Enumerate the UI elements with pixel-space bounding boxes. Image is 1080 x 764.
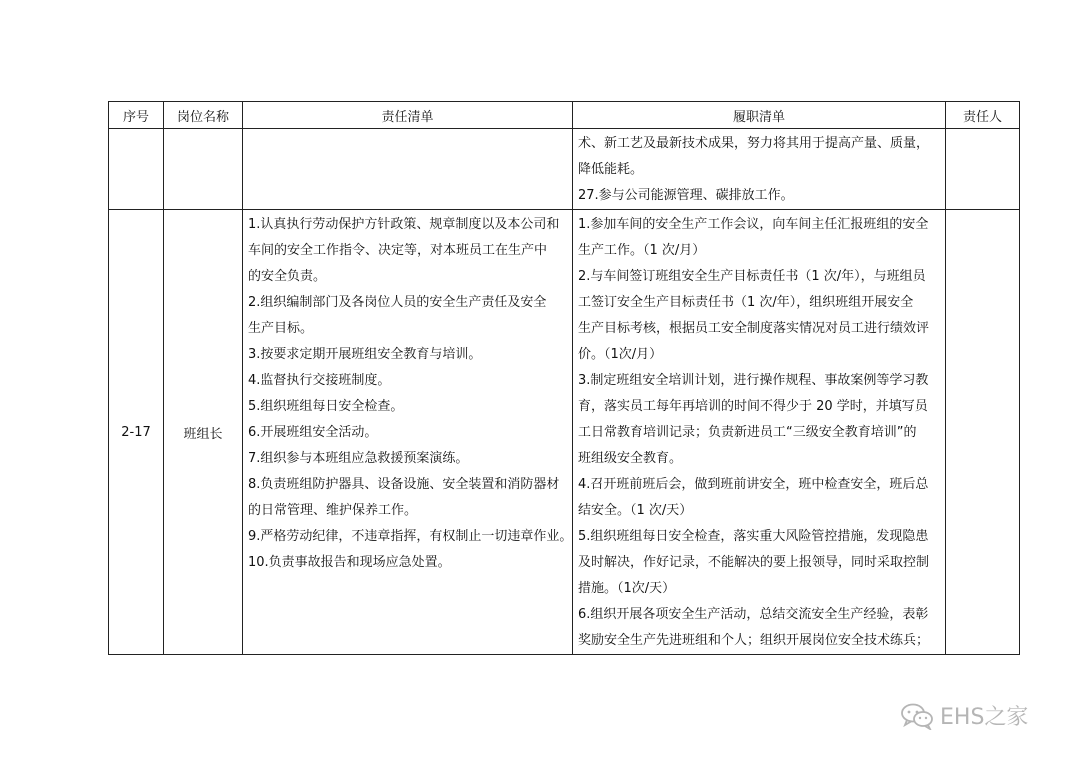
text-line: 6.组织开展各项安全生产活动，总结交流安全生产经验，表彰 [578, 607, 929, 622]
text-line: 工日常教育培训记录；负责新进员工“三级安全教育培训”的 [578, 425, 917, 440]
text-line: 5.组织班组每日安全检查。 [248, 399, 404, 414]
text-line: 降低能耗。 [578, 162, 644, 177]
watermark-text: EHS之家 [940, 705, 1029, 730]
cell-person [946, 210, 1020, 655]
text-line: 3.按要求定期开展班组安全教育与培训。 [248, 347, 482, 362]
text-line: 9.严格劳动纪律，不违章指挥，有权制止一切违章作业。 [248, 529, 573, 544]
text-line: 的日常管理、维护保养工作。 [248, 503, 418, 518]
watermark [900, 700, 1028, 731]
text-line: 3.制定班组安全培训计划，进行操作规程、事故案例等学习教 [578, 373, 929, 388]
text-line: 的安全负责。 [248, 269, 327, 284]
text-line: 生产目标考核，根据员工安全制度落实情况对员工进行绩效评 [578, 321, 930, 336]
responsibility-table [108, 101, 1020, 655]
cell-post: 班组长 [164, 210, 243, 655]
text-line: 育，落实员工每年再培训的时间不得少于 20 学时，并填写员 [578, 399, 928, 414]
text-line: 奖励安全生产先进班组和个人；组织开展岗位安全技术练兵； [578, 633, 930, 648]
text-line: 8.负责班组防护器具、设备设施、安全装置和消防器材 [248, 477, 560, 492]
text-line: 术、新工艺及最新技术成果，努力将其用于提高产量、质量， [578, 136, 930, 151]
cell-post-empty [164, 129, 243, 210]
header-performance: 履职清单 [573, 102, 946, 129]
cell-performance [573, 210, 946, 655]
text-line: 10.负责事故报告和现场应急处置。 [248, 555, 451, 570]
text-line: 27.参与公司能源管理、碳排放工作。 [578, 188, 794, 203]
table-row-continued [109, 129, 1020, 210]
text-line: 班组级安全教育。 [578, 451, 683, 466]
text-line: 及时解决，作好记录，不能解决的要上报领导，同时采取控制 [578, 555, 930, 570]
header-person: 责任人 [946, 102, 1020, 129]
header-duties: 责任清单 [243, 102, 573, 129]
text-line: 4.召开班前班后会，做到班前讲安全，班中检查安全，班后总 [578, 477, 929, 492]
text-line: 结安全。（1 次/天） [578, 503, 693, 518]
text-line: 6.开展班组安全活动。 [248, 425, 378, 440]
text-line: 措施。（1次/天） [578, 581, 676, 596]
performance-lines [573, 210, 945, 654]
performance-lines [573, 129, 945, 209]
text-line: 工签订安全生产目标责任书（1 次/年），组织班组开展安全 [578, 295, 914, 310]
text-line: 生产目标。 [248, 321, 314, 336]
text-line: 1.认真执行劳动保护方针政策、规章制度以及本公司和 [248, 217, 560, 232]
text-line: 5.组织班组每日安全检查，落实重大风险管控措施，发现隐患 [578, 529, 929, 544]
cell-duties [243, 210, 573, 655]
cell-no-empty [109, 129, 164, 210]
wechat-icon [900, 702, 934, 730]
text-line: 生产工作。（1 次/月） [578, 243, 706, 258]
cell-no: 2-17 [109, 210, 164, 655]
cell-performance-continued [573, 129, 946, 210]
text-line: 7.组织参与本班组应急救援预案演练。 [248, 451, 469, 466]
cell-duties-empty [243, 129, 573, 210]
header-row [109, 102, 1020, 129]
table-row-2-17 [109, 210, 1020, 655]
text-line: 车间的安全工作指令、决定等，对本班员工在生产中 [248, 243, 548, 258]
text-line: 4.监督执行交接班制度。 [248, 373, 391, 388]
text-line: 2.组织编制部门及各岗位人员的安全生产责任及安全 [248, 295, 547, 310]
cell-person-empty [946, 129, 1020, 210]
header-no: 序号 [109, 102, 164, 129]
text-line: 1.参加车间的安全生产工作会议，向车间主任汇报班组的安全 [578, 217, 929, 232]
text-line: 价。（1次/月） [578, 347, 663, 362]
header-post: 岗位名称 [164, 102, 243, 129]
duties-lines [243, 210, 572, 576]
text-line: 2.与车间签订班组安全生产目标责任书（1 次/年），与班组员 [578, 269, 926, 284]
